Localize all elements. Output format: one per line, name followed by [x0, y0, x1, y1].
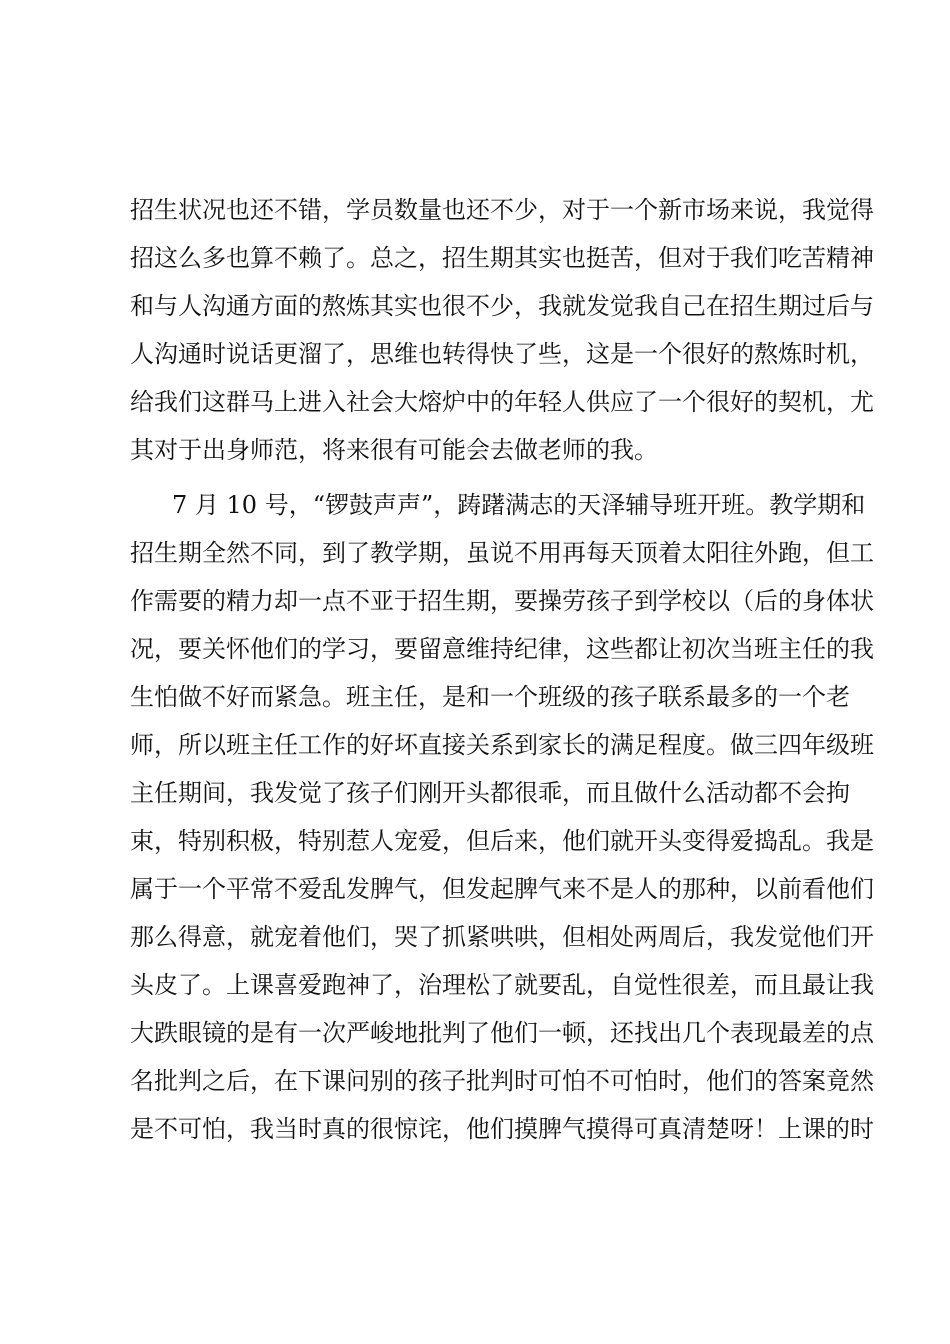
text-line: 大跌眼镜的是有一次严峻地批判了他们一顿，还找出几个表现最差的点 — [130, 1019, 874, 1047]
text-line: 师，所以班主任工作的好坏直接关系到家长的满足程度。做三四年级班 — [130, 731, 874, 759]
text-line: 名批判之后，在下课问别的孩子批判时可怕不可怕时，他们的答案竟然 — [130, 1067, 874, 1095]
text-line: 其对于出身师范，将来很有可能会去做老师的我。 — [130, 436, 658, 464]
text-line: 和与人沟通方面的熬炼其实也很不少，我就发觉我自己在招生期过后与 — [130, 292, 874, 320]
text-line: 作需要的精力却一点不亚于招生期，要操劳孩子到学校以（后的身体状 — [130, 587, 874, 615]
text-line: 人沟通时说话更溜了，思维也转得快了些，这是一个很好的熬炼时机， — [130, 340, 874, 368]
text-line: 是不可怕，我当时真的很惊诧，他们摸脾气摸得可真清楚呀！上课的时 — [130, 1115, 874, 1143]
text-line: 主任期间，我发觉了孩子们刚开头都很乖，而且做什么活动都不会拘 — [130, 779, 850, 807]
text-line: 给我们这群马上进入社会大熔炉中的年轻人供应了一个很好的契机，尤 — [130, 388, 874, 416]
text-line: 束，特别积极，特别惹人宠爱，但后来，他们就开头变得爱捣乱。我是 — [130, 827, 874, 855]
text-line: 况，要关怀他们的学习，要留意维持纪律，这些都让初次当班主任的我 — [130, 635, 874, 663]
paragraph-first-line: 7 月 10 号，“锣鼓声声”，踌躇满志的天泽辅导班开班。教学期和 — [172, 491, 866, 519]
text-line: 招这么多也算不赖了。总之，招生期其实也挺苦，但对于我们吃苦精神 — [130, 244, 874, 272]
text-line: 招生状况也还不错，学员数量也还不少，对于一个新市场来说，我觉得 — [130, 196, 874, 224]
text-line: 头皮了。上课喜爱跑神了，治理松了就要乱，自觉性很差，而且最让我 — [130, 971, 874, 999]
text-line: 那么得意，就宠着他们，哭了抓紧哄哄，但相处两周后，我发觉他们开 — [130, 923, 874, 951]
text-line: 属于一个平常不爱乱发脾气，但发起脾气来不是人的那种，以前看他们 — [130, 875, 874, 903]
text-line: 招生期全然不同，到了教学期，虽说不用再每天顶着太阳往外跑，但工 — [130, 539, 874, 567]
text-line: 生怕做不好而紧急。班主任，是和一个班级的孩子联系最多的一个老 — [130, 683, 850, 711]
